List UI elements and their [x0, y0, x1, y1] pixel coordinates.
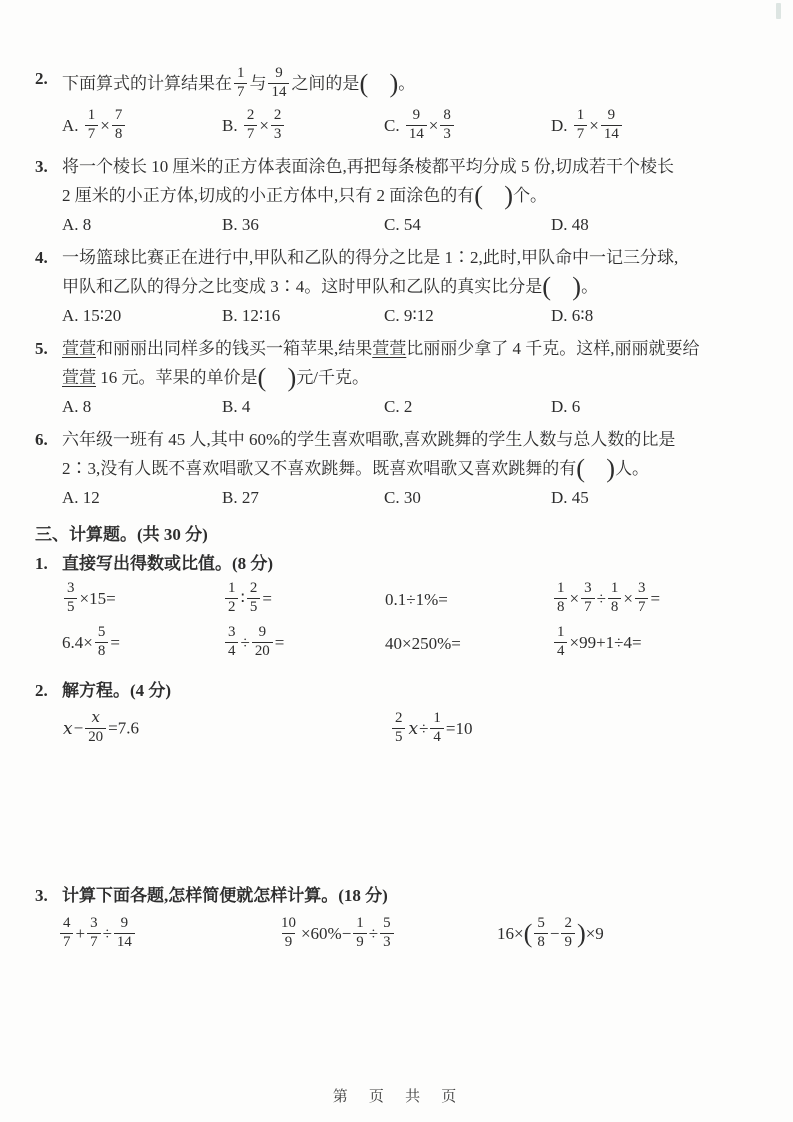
equation-2: $\frac{2}{5}$ x÷ $\frac{1}{4}$ =10 [390, 713, 765, 747]
page-edge-tab [776, 3, 781, 19]
question-5-stem-line-1: 萱萱和丽丽出同样多的钱买一箱苹果,结果萱萱比丽丽少拿了 4 千克。这样,丽丽就要给 [62, 339, 700, 358]
question-4-number: 4. [35, 248, 48, 267]
equation-1: x− $\frac{x}{20}$ =7.6 [63, 708, 139, 745]
question-5 [35, 334, 765, 421]
question-3-stem-line-1: 将一个棱长 10 厘米的正方体表面涂色,再把每条棱都平均分成 5 份,切成若干个棱长 [62, 157, 674, 176]
calc-sub2-title [35, 676, 765, 705]
question-4-option-d: D. 6∶8 [551, 306, 594, 325]
question-5-option-d: D. 6 [551, 397, 581, 416]
question-6-option-a: A. 12 [62, 488, 100, 507]
calc-sub1-label: 直接写出得数或比值。(8 分) [62, 554, 274, 573]
calc-row-1 [62, 578, 765, 622]
question-4-stem-row [35, 243, 765, 301]
question-6-stem-line-1: 六年级一班有 45 人,其中 60%的学生喜欢唱歌,喜欢跳舞的学生人数与总人数的比是 [62, 430, 676, 449]
expressions-row [58, 910, 765, 960]
calc-item-6: $\frac{3}{4}$ ÷ $\frac{9}{20}$ = [223, 627, 385, 661]
calc-sub1-title [35, 549, 765, 578]
question-4-options [62, 301, 765, 330]
question-3-stem-row [35, 152, 765, 210]
calc-item-2: $\frac{1}{2}$ ∶ $\frac{2}{5}$ = [223, 583, 385, 617]
question-3-options [62, 210, 765, 239]
calc-sub2-label: 解方程。(4 分) [62, 681, 172, 700]
question-2-option-b: B. $\frac{2}{7}$ × $\frac{2}{3}$ [222, 104, 384, 148]
question-5-option-a: A. 8 [62, 397, 92, 416]
question-6-stem-line-2: 2∶3,没有人既不喜欢唱歌又不喜欢跳舞。既喜欢唱歌又喜欢跳舞的有( )人。 [62, 454, 650, 484]
question-3-option-d: D. 48 [551, 215, 589, 234]
calc-item-3: 0.1÷1%= [385, 590, 448, 609]
question-5-option-b: B. 4 [222, 397, 251, 416]
calc-item-8: $\frac{1}{4}$ ×99+1÷4= [552, 627, 765, 661]
question-6-option-d: D. 45 [551, 488, 589, 507]
question-5-option-c: C. 2 [384, 397, 413, 416]
calc-sub3-title [35, 881, 765, 910]
expression-1: $\frac{4}{7}$ + $\frac{3}{7}$ ÷ $\frac{9}{14}$ [58, 918, 276, 952]
calc-item-5: 6.4× $\frac{5}{8}$ = [62, 623, 120, 659]
question-4-stem-line-1: 一场篮球比赛正在进行中,甲队和乙队的得分之比是 1∶2,此时,甲队命中一记三分球, [62, 248, 679, 267]
question-2-options [62, 104, 765, 148]
question-5-stem-row [35, 334, 765, 392]
expression-2: $\frac{10}{9}$ ×60%− $\frac{1}{9}$ ÷ $\frac{5}{3}$ [276, 918, 497, 952]
question-6 [35, 425, 765, 512]
calc-item-1: $\frac{3}{5}$ ×15= [62, 583, 223, 617]
question-6-stem-row [35, 425, 765, 483]
equations-row [62, 707, 765, 753]
calc-sub1-number: 1. [35, 554, 48, 573]
question-3-option-b: B. 36 [222, 215, 259, 234]
question-2-option-d: D. $\frac{1}{7}$ × $\frac{9}{14}$ [551, 104, 765, 148]
question-4-option-b: B. 12∶16 [222, 306, 281, 325]
section-three-title: 三、计算题。(共 30 分) [35, 525, 208, 544]
question-6-option-b: B. 27 [222, 488, 259, 507]
page-footer: 第 页 共 页 [332, 1088, 461, 1105]
question-5-stem-line-2: 萱萱 16 元。苹果的单价是( )元/千克。 [62, 363, 370, 393]
question-6-number: 6. [35, 430, 48, 449]
question-2 [35, 64, 765, 148]
question-2-option-a: A. $\frac{1}{7}$ × $\frac{7}{8}$ [62, 104, 222, 148]
question-6-option-c: C. 30 [384, 488, 421, 507]
question-4-stem-line-2: 甲队和乙队的得分之比变成 3∶4。这时甲队和乙队的真实比分是( )。 [62, 272, 599, 302]
page-content [35, 64, 765, 960]
calc-item-7: 40×250%= [385, 634, 461, 653]
calc-sub2-number: 2. [35, 681, 48, 700]
question-5-options [62, 392, 765, 421]
question-5-number: 5. [35, 339, 48, 358]
calc-sub3-number: 3. [35, 886, 48, 905]
expression-3: 16×( $\frac{5}{8}$ − $\frac{2}{9}$ )×9 [497, 914, 604, 950]
calc-item-4: $\frac{1}{8}$ × $\frac{3}{7}$ ÷ $\frac{1}{8}$ × $\frac{3}{7}$ = [552, 583, 765, 617]
question-3-option-c: C. 54 [384, 215, 421, 234]
calc-row-2 [62, 622, 765, 666]
question-2-stem-row [35, 64, 765, 104]
question-4-option-c: C. 9∶12 [384, 306, 434, 325]
question-3-number: 3. [35, 157, 48, 176]
question-3-stem-line-2: 2 厘米的小正方体,切成的小正方体中,只有 2 面涂色的有( )个。 [62, 181, 548, 211]
question-3-option-a: A. 8 [62, 215, 92, 234]
question-2-stem: 下面算式的计算结果在 $\frac{1}{7}$ 与 $\frac{9}{14}$ 之间的是( )。 [62, 64, 416, 100]
question-2-option-c: C. $\frac{9}{14}$ × $\frac{8}{3}$ [384, 104, 551, 148]
question-4-option-a: A. 15∶20 [62, 306, 122, 325]
question-4 [35, 243, 765, 330]
calc-sub3-label: 计算下面各题,怎样简便就怎样计算。(18 分) [62, 886, 388, 905]
question-2-number: 2. [35, 69, 48, 88]
question-6-options [62, 483, 765, 512]
question-3 [35, 152, 765, 239]
